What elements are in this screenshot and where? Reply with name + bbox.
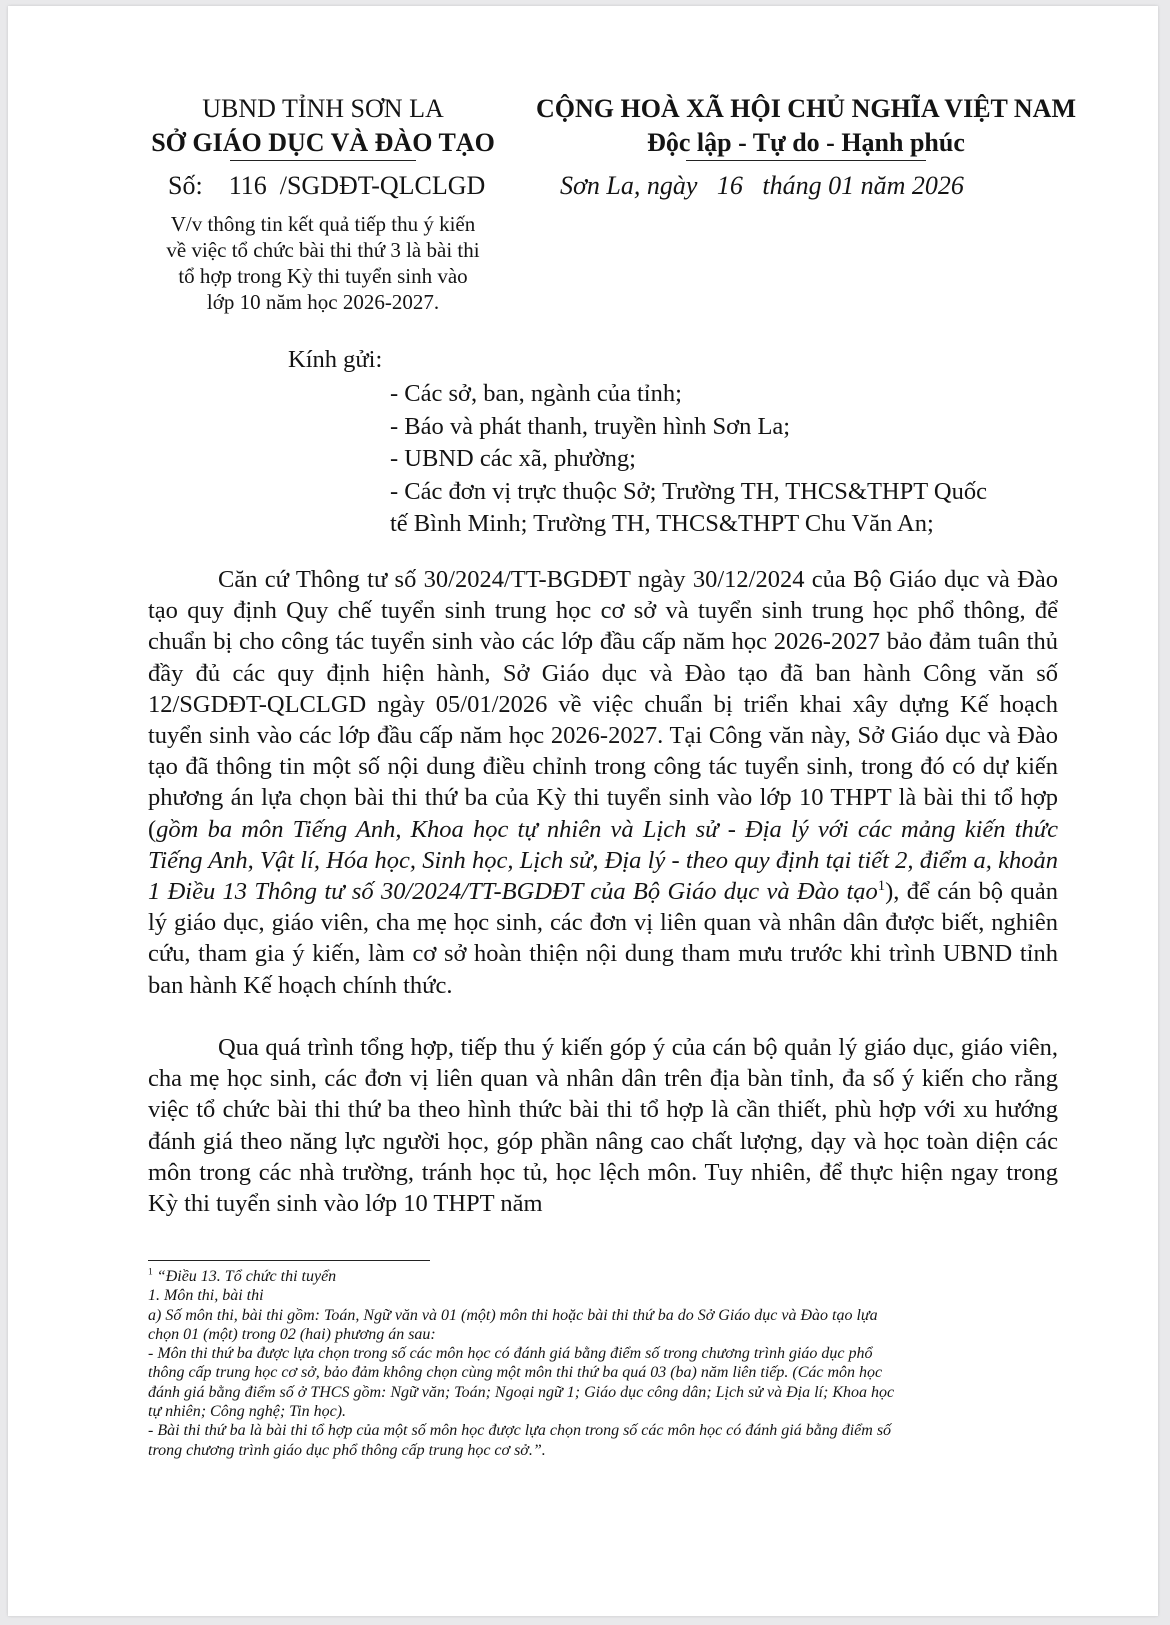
footnote-reference: 1	[877, 877, 886, 894]
salutation: Kính gửi:	[288, 346, 383, 373]
issuing-authority-block	[133, 92, 513, 161]
footnote-line: $^1$ “Điều 13. Tổ chức thi tuyển	[148, 1266, 337, 1285]
footnote-line: đánh giá bằng điểm số ở THCS gồm: Ngữ văn; Toán; Ngoại ngữ 1; Giáo dục công dân; Lịch sử và Địa lí; Khoa học	[148, 1383, 895, 1401]
body-paragraph-2	[148, 1032, 1058, 1219]
footnote-line: a) Số môn thi, bài thi gồm: Toán, Ngữ văn và 01 (một) môn thi hoặc bài thi thứ ba do Sở Giáo dục và Đào tạo lựa	[148, 1306, 878, 1324]
footnote-marker: 1	[148, 1266, 153, 1278]
subject-line: về việc tổ chức bài thi thứ 3 là bài thi	[166, 238, 480, 262]
department-name: SỞ GIÁO DỤC VÀ ĐÀO TẠO	[151, 128, 495, 157]
recipient-item: - Báo và phát thanh, truyền hình Sơn La;	[390, 412, 791, 440]
date-day: 16	[716, 171, 743, 200]
document-page	[8, 6, 1158, 1616]
footnote	[148, 1267, 894, 1460]
paragraph-italic-text: gồm ba môn Tiếng Anh, Khoa học tự nhiên và Lịch sử - Địa lý với các mảng kiến thức Tiếng Anh, Vật lí, Hóa học, Sinh học, Lịch sử, Địa lý - theo quy định tại tiết 2, điểm a, khoản 1 Điều 13 Thông tư số 30/2024/TT-BGDĐT của Bộ Giáo dục và Đào tạo	[148, 815, 1058, 906]
document-number	[168, 169, 485, 203]
footnote-line: 1. Môn thi, bài thi	[148, 1287, 264, 1305]
subject-block	[133, 211, 513, 315]
body-paragraph-1	[148, 564, 1058, 1001]
recipient-list	[390, 378, 987, 541]
date-prefix: Sơn La, ngày	[560, 171, 698, 200]
country-name: CỘNG HOÀ XÃ HỘI CHỦ NGHĨA VIỆT NAM	[535, 94, 1077, 123]
motto-underline	[686, 160, 926, 161]
recipient-item: - Các sở, ban, ngành của tỉnh;	[390, 380, 682, 407]
subject-line: V/v thông tin kết quả tiếp thu ý kiến	[170, 212, 476, 236]
footnote-line: chọn 01 (một) trong 02 (hai) phương án sau:	[148, 1325, 436, 1343]
subject-line: lớp 10 năm học 2026-2027.	[206, 290, 440, 314]
footnote-line: - Bài thi thứ ba là bài thi tổ hợp của một số môn học được lựa chọn trong số các môn học có đánh giá bằng điểm số	[148, 1422, 892, 1440]
subject-line: tổ hợp trong Kỳ thi tuyển sinh vào	[178, 264, 468, 288]
date-month-year: tháng 01 năm 2026	[762, 171, 964, 200]
agency-name: UBND TỈNH SƠN LA	[202, 94, 444, 123]
recipient-item: - UBND các xã, phường;	[390, 445, 636, 472]
footnote-line: thông cấp trung học cơ sở, bảo đảm không chọn cùng một môn thi thứ ba quá 03 (ba) năm liên tiếp. (Các môn học	[148, 1364, 883, 1382]
number-label: Số:	[168, 171, 203, 200]
recipient-item: tế Bình Minh; Trường TH, THCS&THPT Chu Văn An;	[390, 510, 934, 537]
number-value: 116	[228, 171, 267, 200]
paragraph-text-tail: ), để cán bộ quản lý giáo dục, giáo viên, cha mẹ học sinh, các đơn vị liên quan và nhân dân được biết, nghiên cứu, tham gia ý kiến, làm cơ sở hoàn thiện nội dung tham mưu trước khi trình UBND tỉnh ban hành Kế hoạch chính thức.	[148, 878, 1058, 999]
issue-date	[560, 169, 964, 203]
national-motto: Độc lập - Tự do - Hạnh phúc	[647, 128, 965, 157]
number-suffix: /SGDĐT-QLCLGD	[279, 171, 486, 200]
recipient-item: - Các đơn vị trực thuộc Sở; Trường TH, THCS&THPT Quốc	[390, 477, 987, 505]
footnote-line: tự nhiên; Công nghệ; Tin học).	[148, 1403, 347, 1421]
paragraph-text: Căn cứ Thông tư số 30/2024/TT-BGDĐT ngày 30/12/2024 của Bộ Giáo dục và Đào tạo quy định Quy chế tuyển sinh trung học cơ sở và tuyển sinh trung học phổ thông, để chuẩn bị cho công tác tuyển sinh vào các lớp đầu cấp năm học 2026-2027 bảo đảm tuân thủ đầy đủ các quy định hiện hành, Sở Giáo dục và Đào tạo đã ban hành Công văn số 12/SGDĐT-QLCLGD ngày 05/01/2026 về việc chuẩn bị triển khai xây dựng Kế hoạch tuyển sinh vào các lớp đầu cấp năm học 2026-2027. Tại Công văn này, Sở Giáo dục và Đào tạo đã thông tin một số nội dung điều chỉnh trong công tác tuyển sinh, trong đó có dự kiến phương án lựa chọn bài thi thứ ba của Kỳ thi tuyển sinh vào lớp 10 THPT là bài thi tổ hợp (	[148, 566, 1058, 843]
footnote-line: - Môn thi thứ ba được lựa chọn trong số các môn học có đánh giá bằng điểm số trong chương trình giáo dục phổ	[148, 1345, 873, 1363]
national-header-block	[526, 92, 1086, 161]
footnote-separator	[148, 1260, 430, 1261]
paragraph-text: Qua quá trình tổng hợp, tiếp thu ý kiến góp ý của cán bộ quản lý giáo dục, giáo viên, cha mẹ học sinh, các đơn vị liên quan và nhân dân trên địa bàn tỉnh, đa số ý kiến cho rằng việc tổ chức bài thi thứ ba theo hình thức bài thi tổ hợp là cần thiết, phù hợp với xu hướng đánh giá theo năng lực người học, góp phần nâng cao chất lượng, dạy và học toàn diện các môn trong các nhà trường, tránh học tủ, học lệch môn. Tuy nhiên, để thực hiện ngay trong Kỳ thi tuyển sinh vào lớp 10 THPT năm	[148, 1034, 1058, 1218]
footnote-line: trong chương trình giáo dục phổ thông cấp trung học cơ sở.”.	[148, 1441, 546, 1459]
department-underline	[230, 160, 416, 161]
